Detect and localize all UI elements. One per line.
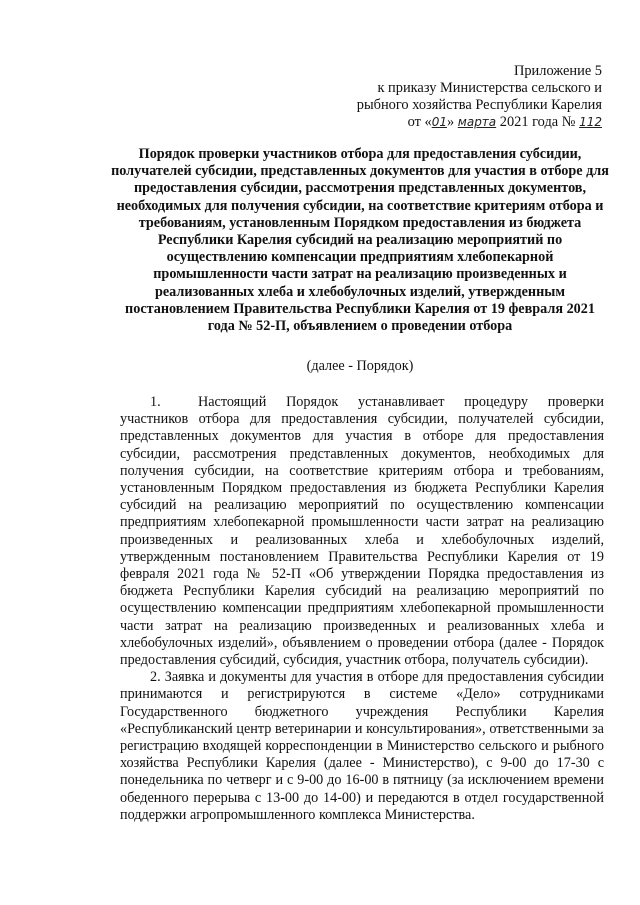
paragraph-1-number: 1. xyxy=(150,394,161,410)
appendix-title: Приложение 5 xyxy=(513,63,602,79)
date-quote-close: » xyxy=(446,114,455,130)
handwritten-day: 01 xyxy=(431,115,447,129)
document-title: Порядок проверки участников отбора для предоставления субсидии, получателей субсидии, представленных документов для участия в отборе для предоставления субсидии, рассмотрения представленных документов, необходимых для получения субсидии, на соответствие критериям отбора и требованиям, установленным Порядком предоставления из бюджета Республики Карелия субсидий на реализацию мероприятий по осуществлению компенсации предприятиям хлебопекарной промышленности части затрат на реализацию произведенных и реализованных хлеба и хлебобулочных изделий, утвержденным постановлением Правительства Республики Карелия от 19 февраля 2021 года № 52-П, объявлением о проведении отбора xyxy=(111,146,609,335)
document-body xyxy=(120,394,604,824)
paragraph-2: 2. Заявка и документы для участия в отборе для предоставления субсидии принимаются и регистрируются в системе «Дело» сотрудниками Государственного бюджетного учреждения Республики Карелия «Республиканский центр ветеринарии и консультирования», ответственными за регистрацию входящей корреспонденции в Министерство сельского и рыбного хозяйства Республики Карелия (далее - Министерство), с 9-00 до 17-30 с понедельника по четверг и с 9-00 до 16-00 в пятницу (за исключением времени обеденного перерыва с 13-00 до 14-00) и передаются в отдел государственной поддержки агропромышленного комплекса Министерства. xyxy=(120,669,604,823)
date-prefix: от « xyxy=(407,114,432,130)
appendix-order-line: к приказу Министерства сельского и xyxy=(377,80,602,96)
handwritten-order-number: 112 xyxy=(579,115,602,129)
appendix-block xyxy=(357,63,602,131)
date-year: 2021 года № xyxy=(496,114,580,130)
handwritten-month: марта xyxy=(457,115,497,129)
appendix-ministry-line: рыбного хозяйства Республики Карелия xyxy=(356,97,602,113)
appendix-date-line xyxy=(357,114,602,131)
document-subtitle: (далее - Порядок) xyxy=(306,358,414,374)
paragraph-1-text: Настоящий Порядок устанавливает процедуру проверки участников отбора для предоставления субсидии, получателей субсидии, представленных документов для участия в отборе для предоставления субсидии, рассмотрения представленных документов, необходимых для получения субсидии, на соответствие критериям отбора и требованиям, установленным Порядком предоставления из бюджета Республики Карелия субсидий на реализацию мероприятий по осуществлению компенсации предприятиям хлебопекарной промышленности части затрат на реализацию произведенных и реализованных хлеба и хлебобулочных изделий, утвержденным постановлением Правительства Республики Карелия от 19 февраля 2021 года № 52-П «Об утверждении Порядка предоставления из бюджета Республики Карелия субсидий на реализацию мероприятий по осуществлению компенсации предприятиям хлебопекарной промышленности части затрат на реализацию произведенных и реализованных хлеба и хлебобулочных изделий», объявлением о проведении отбора (далее - Порядок предоставления субсидий, субсидия, участник отбора, получатель субсидии). xyxy=(120,394,604,669)
paragraph-1 xyxy=(120,394,604,669)
